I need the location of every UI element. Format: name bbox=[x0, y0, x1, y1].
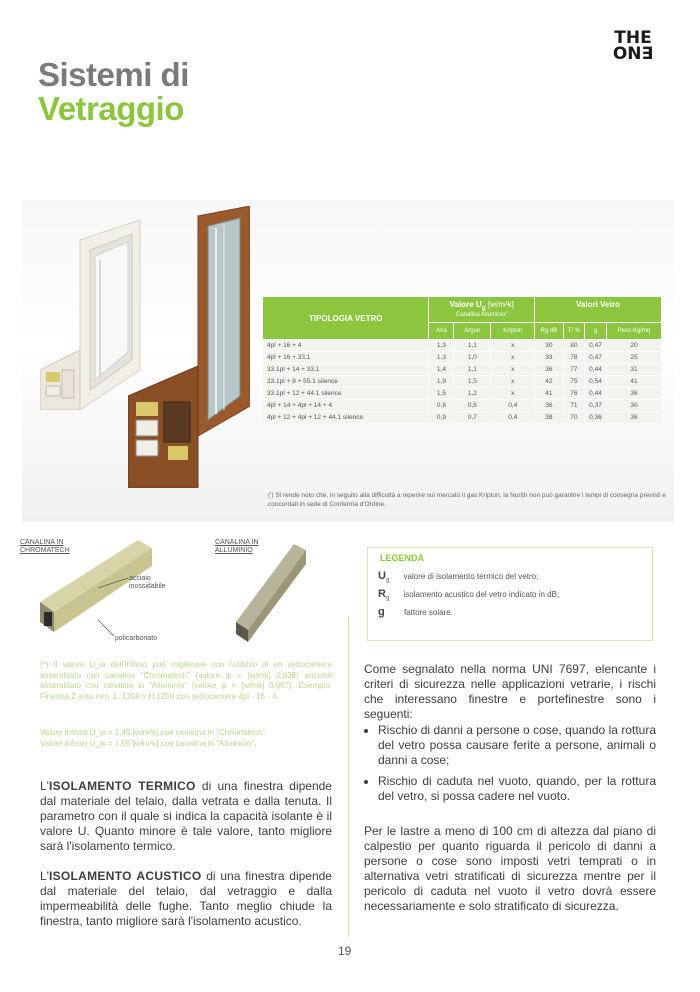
cell-value: 41 bbox=[607, 376, 661, 387]
cell-tipologia: 4pl + 14 + 4pl + 14 + 4 bbox=[263, 400, 428, 411]
header-tipologia: TIPOLOGIA VETRO bbox=[263, 297, 428, 339]
cell-value: 1,5 bbox=[429, 388, 453, 399]
risk-item-danni: • Rischio di danni a persone o cose, quando la rottura del vetro possa causare ferite a persone, animali o danni a cose; bbox=[378, 723, 656, 768]
cell-tipologia: 4pl + 12 + 4pl + 12 + 44.1 silence bbox=[263, 412, 428, 423]
paragraph-isolamento-acustico bbox=[40, 869, 332, 929]
legend-symbol-g: g bbox=[378, 606, 385, 618]
subheader-t: T/ % bbox=[564, 323, 584, 339]
table-row bbox=[263, 388, 661, 399]
cell-value: 42 bbox=[535, 376, 563, 387]
cell-value: 0,47 bbox=[585, 340, 606, 351]
cell-value: 0,4 bbox=[491, 412, 534, 423]
cell-value: 0,8 bbox=[429, 400, 453, 411]
cell-value: x bbox=[491, 352, 534, 363]
page-number: 19 bbox=[338, 944, 352, 958]
cell-value: 38 bbox=[535, 412, 563, 423]
termico-lead: L' bbox=[40, 779, 49, 793]
cell-tipologia: 33.1pl + 12 + 44.1 silence bbox=[263, 388, 428, 399]
risk-item-caduta: • Rischio di caduta nel vuoto, quando, per la rottura del vetro, si possa cadere nel vuoto. bbox=[378, 774, 656, 804]
subheader-g: g bbox=[585, 323, 606, 339]
logo-line-2: ON∃ bbox=[612, 44, 654, 64]
header-valore-u-unit: [w/m²k] bbox=[488, 300, 514, 309]
cell-tipologia: 4pl + 16 + 33,1 bbox=[263, 352, 428, 363]
cell-value: 36 bbox=[607, 412, 661, 423]
label-acciaio: acciaio inossidabile bbox=[129, 575, 166, 590]
paragraph-norma-uni: Come segnalato nella norma UNI 7697, elencante i criteri di sicurezza nelle applicazioni vetrarie, i rischi che interessano finestre e portefinestre sono i seguenti: bbox=[364, 662, 656, 721]
legend-sub-u: g bbox=[385, 577, 390, 584]
acustico-lead: L' bbox=[40, 869, 49, 883]
cell-value: 0,7 bbox=[454, 412, 490, 423]
logo-line-1: THE bbox=[614, 28, 652, 48]
legend-sub-r: g bbox=[385, 595, 390, 602]
cell-value: 1,3 bbox=[429, 352, 453, 363]
paragraph-isolamento-termico bbox=[40, 779, 332, 854]
cell-value: x bbox=[491, 376, 534, 387]
cell-value: 1,2 bbox=[454, 388, 490, 399]
cell-value: 1,9 bbox=[429, 376, 453, 387]
table-row bbox=[263, 376, 661, 387]
uw-values-note bbox=[40, 728, 332, 749]
cell-value: 0,9 bbox=[429, 412, 453, 423]
label-canalina-chromatech: CANALINA IN CHROMATECH bbox=[20, 539, 70, 554]
cell-value: x bbox=[491, 388, 534, 399]
column-divider bbox=[348, 617, 349, 937]
table-footnote: (') Si rende noto che, in seguito alla difficoltà a reperire sul mercato il gas Kripton, la Nurith non può garantire i tempi di consegna previsti e concordati in sede di Conferma d'Ordine. bbox=[268, 492, 666, 508]
cell-value: 1,5 bbox=[454, 376, 490, 387]
header-valore-u-label: Valore U bbox=[449, 300, 482, 309]
label-canalina-alluminio: CANALINA IN ALLUMINIO bbox=[215, 539, 259, 554]
subheader-rg: Rg dB bbox=[535, 323, 563, 339]
annotation-arrows bbox=[98, 576, 132, 642]
cell-value: x bbox=[491, 340, 534, 351]
cell-value: 36 bbox=[607, 388, 661, 399]
header-valore-u bbox=[429, 297, 534, 322]
cell-value: 77 bbox=[564, 364, 584, 375]
cell-value: x bbox=[491, 364, 534, 375]
cell-value: 0,47 bbox=[585, 352, 606, 363]
cell-value: 25 bbox=[607, 352, 661, 363]
risk-list bbox=[364, 723, 656, 810]
paragraph-lastre: Per le lastre a meno di 100 cm di altezza dal piano di calpestio per quanto riguarda il pericolo di danni a persone o cose sono imposti vetri temprati o in alternativa vetri stratificati di sicurezza mentre per il pericolo di caduta nel vuoto il vetro dovrà essere necessariamente e solo stratificato di sicurezza. bbox=[364, 824, 656, 913]
header-valore-u-sub: g bbox=[481, 304, 486, 312]
cell-value: 76 bbox=[564, 388, 584, 399]
cell-value: 33 bbox=[535, 352, 563, 363]
cell-value: 1,1 bbox=[454, 340, 490, 351]
label-policarbonato: policarbonato bbox=[115, 635, 158, 642]
cell-value: 30 bbox=[535, 340, 563, 351]
legend-text-g: fattore solare. bbox=[403, 608, 453, 617]
cell-value: 0,36 bbox=[585, 412, 606, 423]
glass-types-table bbox=[262, 296, 662, 424]
cell-value: 0,44 bbox=[585, 388, 606, 399]
cell-value: 0,6 bbox=[454, 400, 490, 411]
header-valori-vetro: Valori Vetro bbox=[535, 297, 661, 322]
legend-item-ug bbox=[378, 570, 538, 584]
cell-tipologia: 33.1pl + 9 + 55.1 silence bbox=[263, 376, 428, 387]
cell-value: 78 bbox=[564, 352, 584, 363]
brand-logo bbox=[608, 30, 658, 66]
cell-tipologia: 4pl + 16 + 4 bbox=[263, 340, 428, 351]
cell-value: 1,1 bbox=[454, 364, 490, 375]
uw-chromatech-value: Valore infisso U_w = 1,45 [w/m²k] con canalina in "Chromatech". bbox=[40, 728, 268, 737]
table-row bbox=[263, 412, 661, 423]
cell-value: 31 bbox=[607, 364, 661, 375]
cell-value: 20 bbox=[607, 340, 661, 351]
acustico-text: di una finestra dipende dal materiale del telaio, dal vetraggio e dalla impermeabilità delle fughe. Tanto meglio chiude la finestra, tanto migliore sarà l'isolamento acustico. bbox=[40, 869, 332, 928]
subheader-argon: Argon bbox=[454, 323, 490, 339]
uw-improvement-note: (*) Il valore U_w dell'infisso può migliorare con l'utilizzo di un vetrocamera assemblato con canalina "Chromatech" (valore ψ = [w/mk] 0,038) anziché assemblato con canalina in "Alluminio" (valore ψ = [w/mk] 0,067). Esempio: Finestra 2 ante mm. L. 1200 x H.1200 con vetrocamera 4pl - 16 - 4. bbox=[40, 660, 332, 701]
cell-value: 36 bbox=[535, 400, 563, 411]
legend-item-g bbox=[378, 606, 453, 618]
table-body bbox=[263, 340, 661, 423]
header-valore-u-subtitle: Canalina Alluminio" bbox=[456, 311, 508, 318]
cell-value: 30 bbox=[607, 400, 661, 411]
cell-value: 0,44 bbox=[585, 364, 606, 375]
page-title-line-2: Vetraggio bbox=[38, 90, 184, 127]
wood-window-profile-image bbox=[128, 206, 250, 488]
legend-text-r: isolamento acustico del vetro indicato in dB; bbox=[403, 590, 560, 599]
cell-tipologia: 33.1pl + 14 + 33,1 bbox=[263, 364, 428, 375]
cell-value: 71 bbox=[564, 400, 584, 411]
cell-value: 80 bbox=[564, 340, 584, 351]
cell-value: 0,37 bbox=[585, 400, 606, 411]
subheader-aria: Aria bbox=[429, 323, 453, 339]
table-row bbox=[263, 400, 661, 411]
termico-bold: ISOLAMENTO TERMICO bbox=[48, 779, 196, 793]
legend-title: LEGENDA bbox=[380, 553, 425, 563]
page-title-line-1: Sistemi di bbox=[38, 56, 189, 93]
table-row bbox=[263, 340, 661, 351]
cell-value: 0,4 bbox=[491, 400, 534, 411]
alluminio-spacer-image bbox=[234, 544, 314, 644]
legend-item-rg bbox=[378, 588, 559, 602]
cell-value: 75 bbox=[564, 376, 584, 387]
table-row bbox=[263, 352, 661, 363]
cell-value: 1,4 bbox=[429, 364, 453, 375]
legend-symbol-r: R bbox=[378, 588, 386, 600]
legend-symbol-u: U bbox=[378, 570, 386, 582]
cell-value: 1,3 bbox=[429, 340, 453, 351]
cell-value: 0,54 bbox=[585, 376, 606, 387]
acustico-bold: ISOLAMENTO ACUSTICO bbox=[48, 869, 202, 883]
subheader-peso: Peso Kg/mq bbox=[607, 323, 661, 339]
cell-value: 1,0 bbox=[454, 352, 490, 363]
cell-value: 70 bbox=[564, 412, 584, 423]
uw-alluminio-value: Valore infisso U_w = 1,56 [w/m²k] con canalina in "Alluminio". bbox=[40, 738, 257, 748]
table-row bbox=[263, 364, 661, 375]
legend-text-u: valore di isolamento termico del vetro; bbox=[403, 572, 539, 581]
cell-value: 36 bbox=[535, 364, 563, 375]
cell-value: 41 bbox=[535, 388, 563, 399]
subheader-kripton: Kripton bbox=[491, 323, 534, 339]
termico-text: di una finestra dipende dal materiale del telaio, dalla vetrata e dalla tenuta. Il parametro con il quale si indica la capacità isolante è il valore U. Quanto minore è tale valore, tanto migliore sarà l'isolamento termico. bbox=[40, 779, 332, 853]
